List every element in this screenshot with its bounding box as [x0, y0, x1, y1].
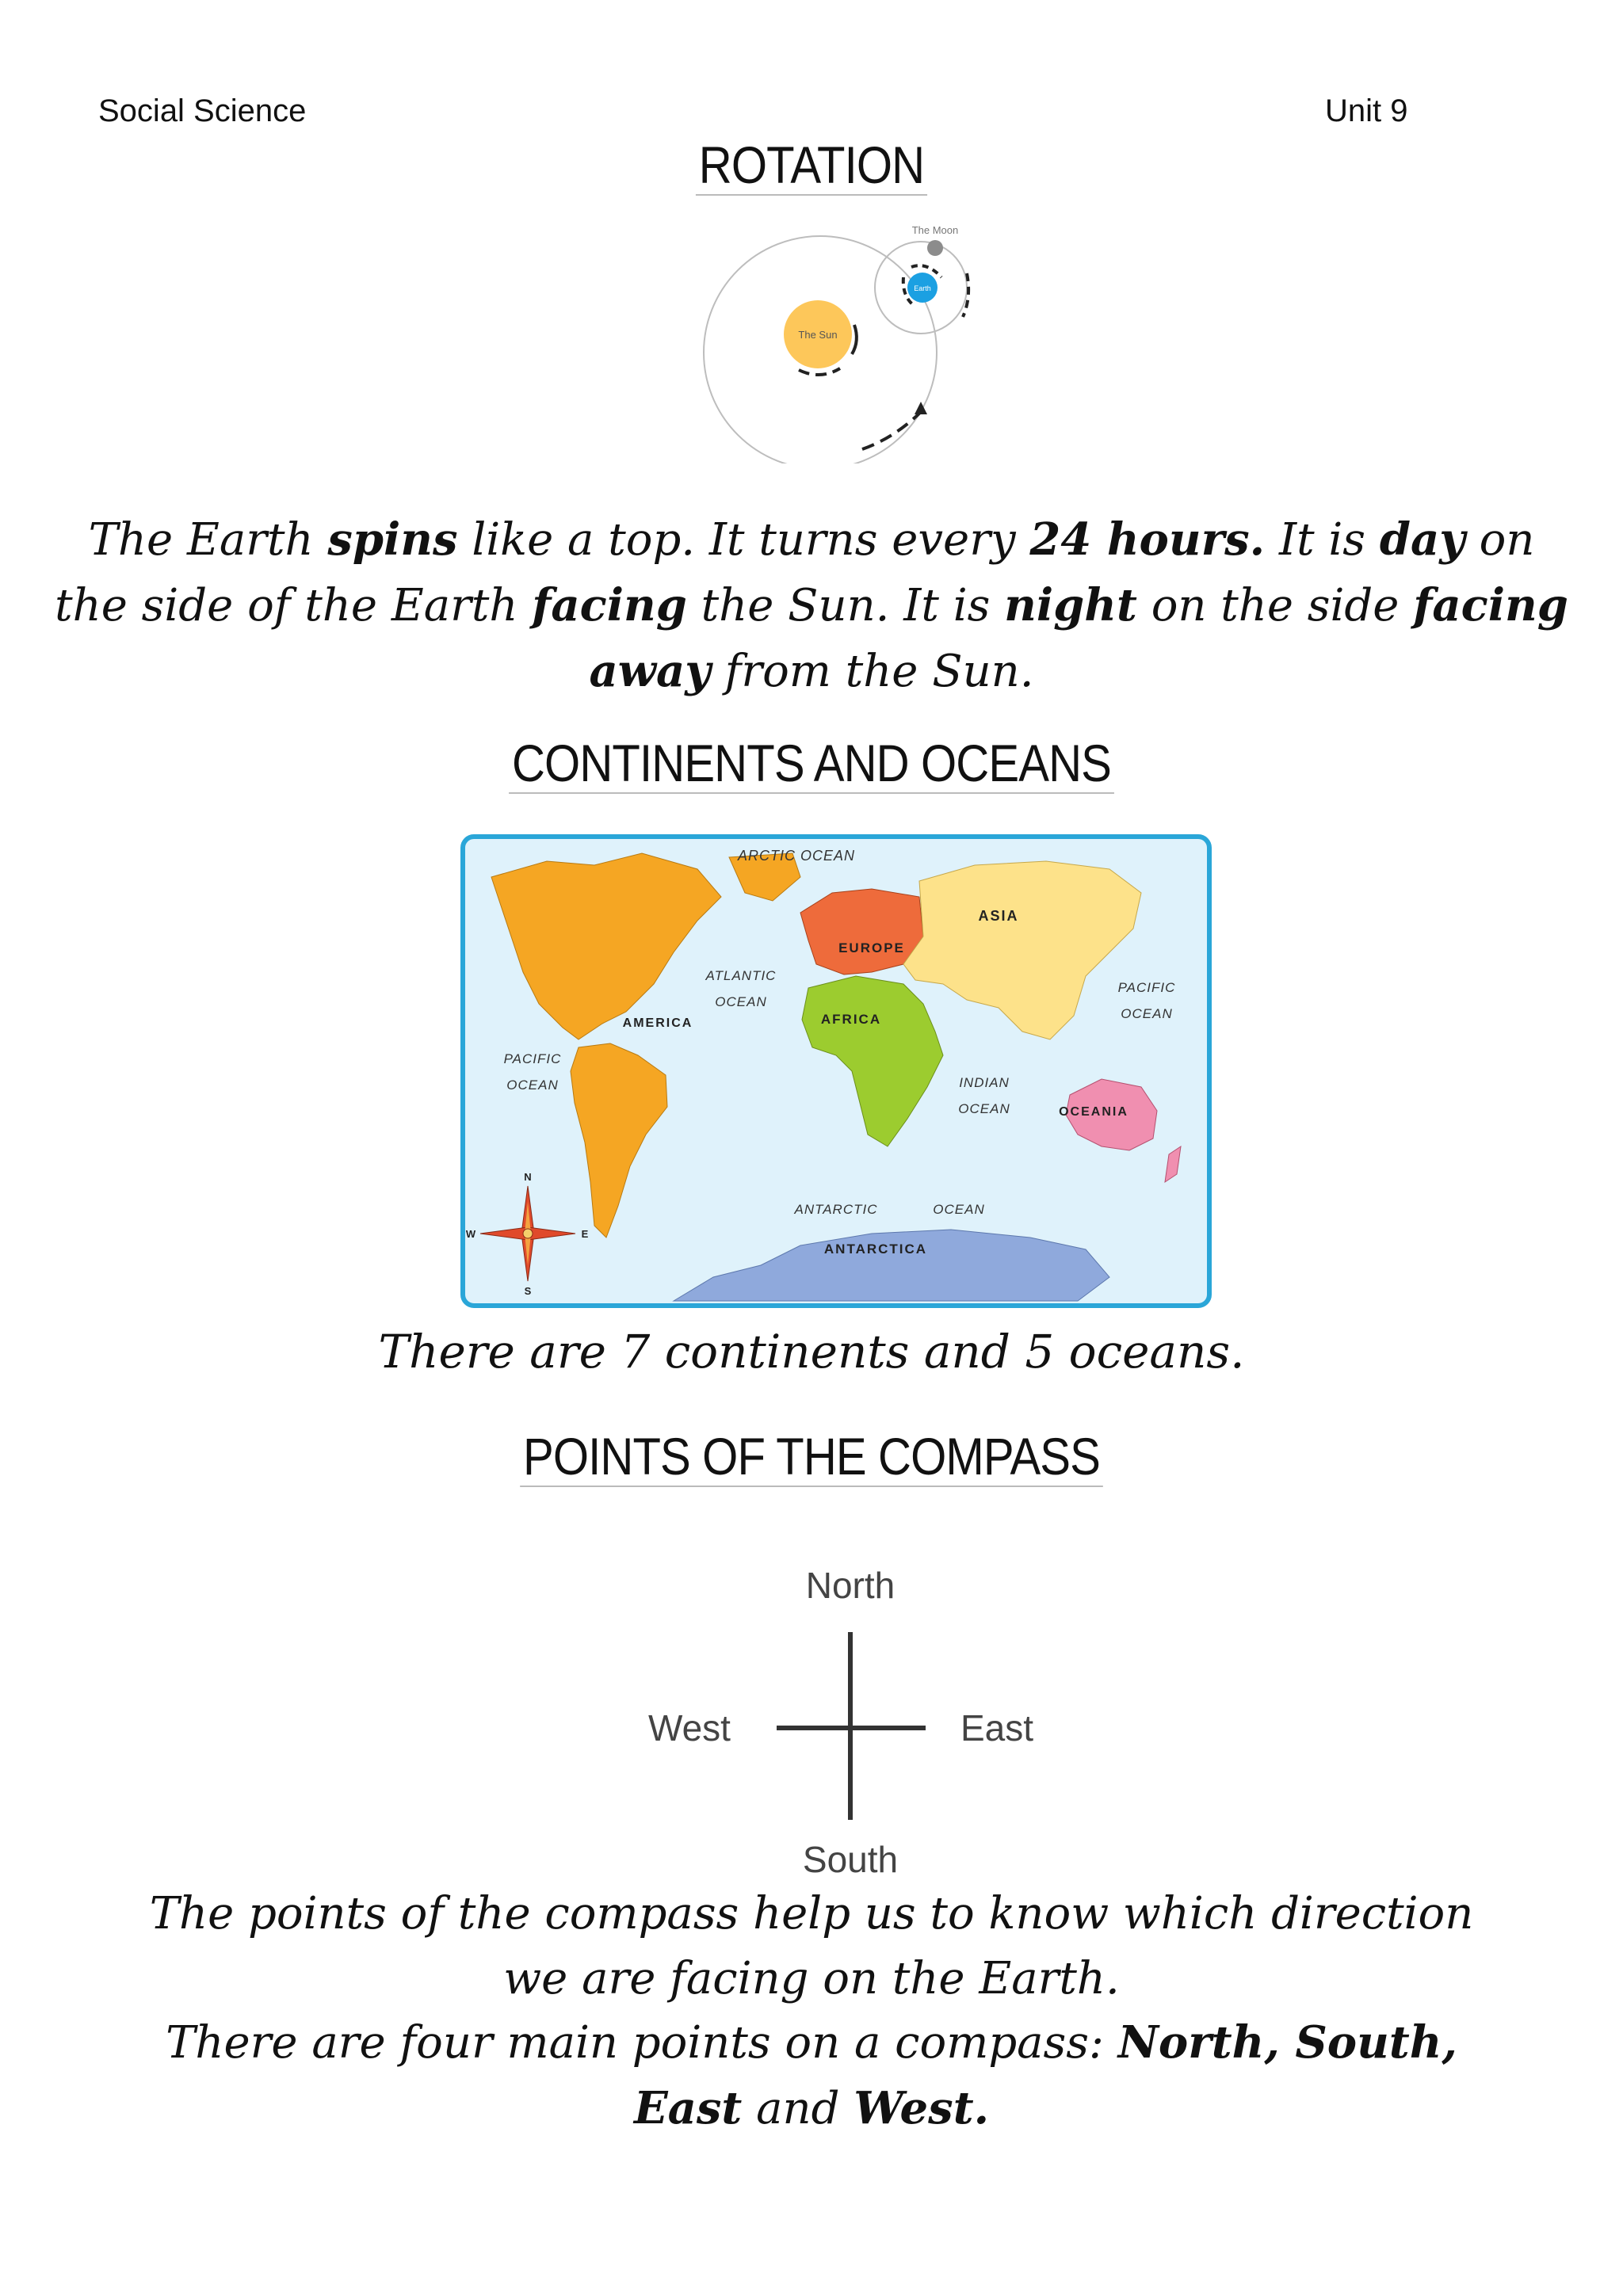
rose-s: S: [524, 1285, 532, 1297]
compass-title: POINTS OF THE COMPASS: [97, 1426, 1526, 1486]
rotation-title: ROTATION: [97, 135, 1526, 195]
compass-south: South: [802, 1839, 899, 1880]
label-antarctic-ocean-1: ANTARCTIC: [794, 1202, 878, 1217]
label-africa: AFRICA: [820, 1012, 882, 1027]
sun-spin-arrow-2: [852, 325, 857, 354]
rose-w: W: [465, 1228, 476, 1240]
compass-east: East: [960, 1707, 1034, 1749]
rose-n: N: [524, 1171, 532, 1183]
earth-label: Earth: [914, 284, 931, 292]
compass-west: West: [648, 1707, 731, 1749]
label-arctic-ocean: ARCTIC OCEAN: [737, 848, 856, 864]
label-pacific-east-2: OCEAN: [1121, 1006, 1173, 1021]
moon-label: The Moon: [911, 224, 959, 236]
earth-orbit-arrow: [862, 412, 921, 449]
label-indian-1: INDIAN: [959, 1075, 1010, 1090]
continents-caption: There are 7 continents and 5 oceans.: [378, 1325, 1245, 1379]
label-antarctica: ANTARCTICA: [823, 1241, 928, 1257]
continents-title: CONTINENTS AND OCEANS: [97, 733, 1526, 793]
label-antarctic-ocean-2: OCEAN: [933, 1202, 985, 1217]
compass-north: North: [805, 1565, 896, 1606]
rotation-diagram: [689, 218, 991, 463]
unit-label: Unit 9: [1325, 93, 1408, 128]
rose-e: E: [581, 1228, 589, 1240]
label-pacific-west-2: OCEAN: [506, 1077, 559, 1093]
label-europe: EUROPE: [838, 940, 905, 955]
compass-diagram: [618, 1557, 1062, 1890]
label-oceania: OCEANIA: [1059, 1105, 1128, 1119]
label-indian-2: OCEAN: [958, 1101, 1010, 1116]
sun-label: The Sun: [798, 329, 838, 341]
label-america: AMERICA: [622, 1016, 693, 1030]
world-map: [460, 833, 1212, 1309]
label-atlantic-1: ATLANTIC: [705, 968, 777, 983]
compass-paragraph-1: The points of the compass help us to know which direction we are facing on the Earth.: [149, 1888, 1474, 2004]
label-asia: ASIA: [978, 908, 1019, 924]
label-pacific-east-1: PACIFIC: [1117, 980, 1176, 995]
subject-label: Social Science: [98, 93, 307, 128]
moon-icon: [927, 240, 943, 256]
rotation-paragraph: The Earth spins like a top. It turns every 24 hours. It is day on the side of the Earth facing the Sun. It is night on the side facing away from the Sun.: [55, 513, 1568, 697]
compass-paragraph-2: There are four main points on a compass: North, South, East and West.: [166, 2016, 1457, 2134]
sun-spin-arrow: [799, 368, 840, 375]
label-pacific-west-1: PACIFIC: [503, 1051, 562, 1066]
label-atlantic-2: OCEAN: [715, 994, 767, 1009]
